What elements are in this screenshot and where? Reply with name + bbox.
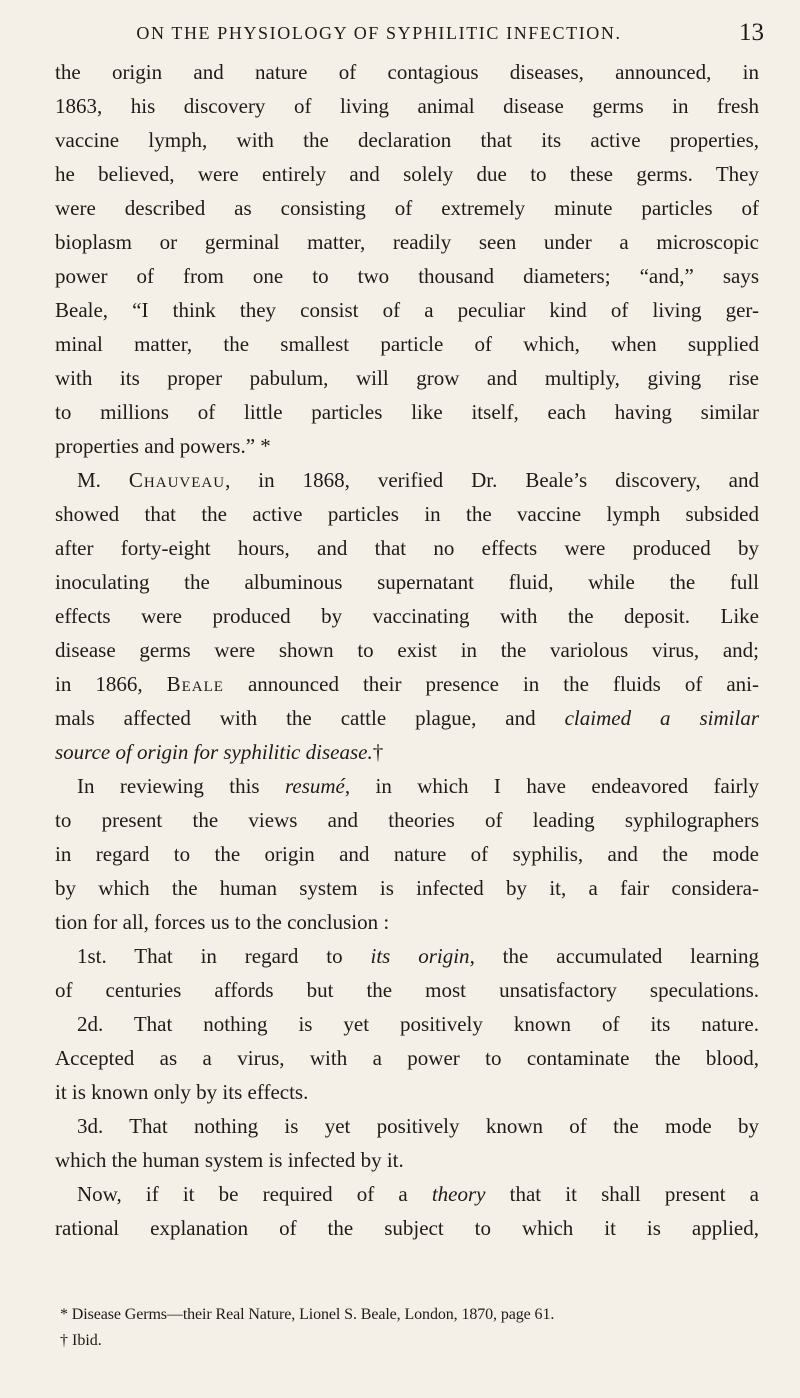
text-line: minal matter, the smallest particle of which, when supplied [55,332,759,356]
text-line: he believed, were entirely and solely due to these germs. They [55,162,759,186]
running-title: ON THE PHYSIOLOGY OF SYPHILITIC INFECTION. [136,23,622,43]
text-line: to present the views and theories of leading syphilographers [55,808,759,832]
text-span: In reviewing this [77,774,285,798]
text-line [55,701,759,735]
text-line [55,463,759,497]
running-header [34,18,764,48]
text-line: 3d. That nothing is yet positively known of the mode by [77,1114,759,1138]
text-span: announced their presence in the fluids of ani- [223,672,759,696]
italic-phrase: source of origin for syphilitic disease. [55,740,373,764]
text-line: power of from one to two thousand diameters; “and,” says [55,264,759,288]
text-line: which the human system is infected by it. [55,1148,404,1172]
text-span: Now, if it be required of a [77,1182,432,1206]
text-line: in regard to the origin and nature of syphilis, and the mode [55,842,759,866]
footnote: * Disease Germs—their Real Nature, Lionel S. Beale, London, 1870, page 61. [60,1306,555,1323]
text-span: † [372,740,384,764]
text-span: mals affected with the cattle plague, and [55,706,565,730]
text-line: showed that the active particles in the vaccine lymph subsided [55,502,759,526]
text-line [55,939,759,973]
text-line: 2d. That nothing is yet positively known of its nature. [77,1012,759,1036]
text-line [55,1177,759,1211]
text-line: tion for all, forces us to the conclusion : [55,910,390,934]
small-caps-name: Chauveau [128,468,226,492]
text-line: of centuries affords but the most unsatisfactory speculations. [55,978,759,1002]
page-number: 13 [739,19,764,46]
text-span: , the accumulated learning [469,944,759,968]
italic-phrase: its origin [370,944,470,968]
text-line [55,769,759,803]
text-line: properties and powers.” * [55,434,271,458]
text-line: were described as consisting of extremely minute particles of [55,196,759,220]
italic-phrase: resumé [284,774,345,798]
text-line: effects were produced by vaccinating with the deposit. Like [55,604,759,628]
text-line: the origin and nature of contagious diseases, announced, in [55,60,759,84]
text-span: , in 1868, verified Dr. Beale’s discovery, and [225,468,759,492]
footnotes [60,1302,760,1354]
text-span: , in which I have endeavored fairly [344,774,759,798]
footnote: † Ibid. [60,1332,102,1349]
text-line: Beale, “I think they consist of a peculiar kind of living ger- [55,298,759,322]
text-line: by which the human system is infected by it, a fair considera- [55,876,759,900]
text-span: in 1866, [55,672,167,696]
text-span: that it shall present a [485,1182,759,1206]
text-span: M. [77,468,129,492]
text-line [55,735,759,769]
text-line: bioplasm or germinal matter, readily seen under a microscopic [55,230,759,254]
text-line: inoculating the albuminous supernatant fluid, while the full [55,570,759,594]
text-line: after forty-eight hours, and that no effects were produced by [55,536,759,560]
text-line: disease germs were shown to exist in the variolous virus, and; [55,638,759,662]
text-line: rational explanation of the subject to which it is applied, [55,1216,759,1240]
text-span: 1st. That in regard to [77,944,371,968]
text-line: 1863, his discovery of living animal disease germs in fresh [55,94,759,118]
text-line: vaccine lymph, with the declaration that its active properties, [55,128,759,152]
text-line: with its proper pabulum, will grow and multiply, giving rise [55,366,759,390]
italic-phrase: claimed a similar [564,706,759,730]
text-line: to millions of little particles like itself, each having similar [55,400,759,424]
text-line: Accepted as a virus, with a power to contaminate the blood, [55,1046,759,1070]
body-text [55,55,759,1245]
italic-phrase: theory [431,1182,486,1206]
text-line: it is known only by its effects. [55,1080,309,1104]
text-line [55,667,759,701]
small-caps-name: Beale [166,672,224,696]
